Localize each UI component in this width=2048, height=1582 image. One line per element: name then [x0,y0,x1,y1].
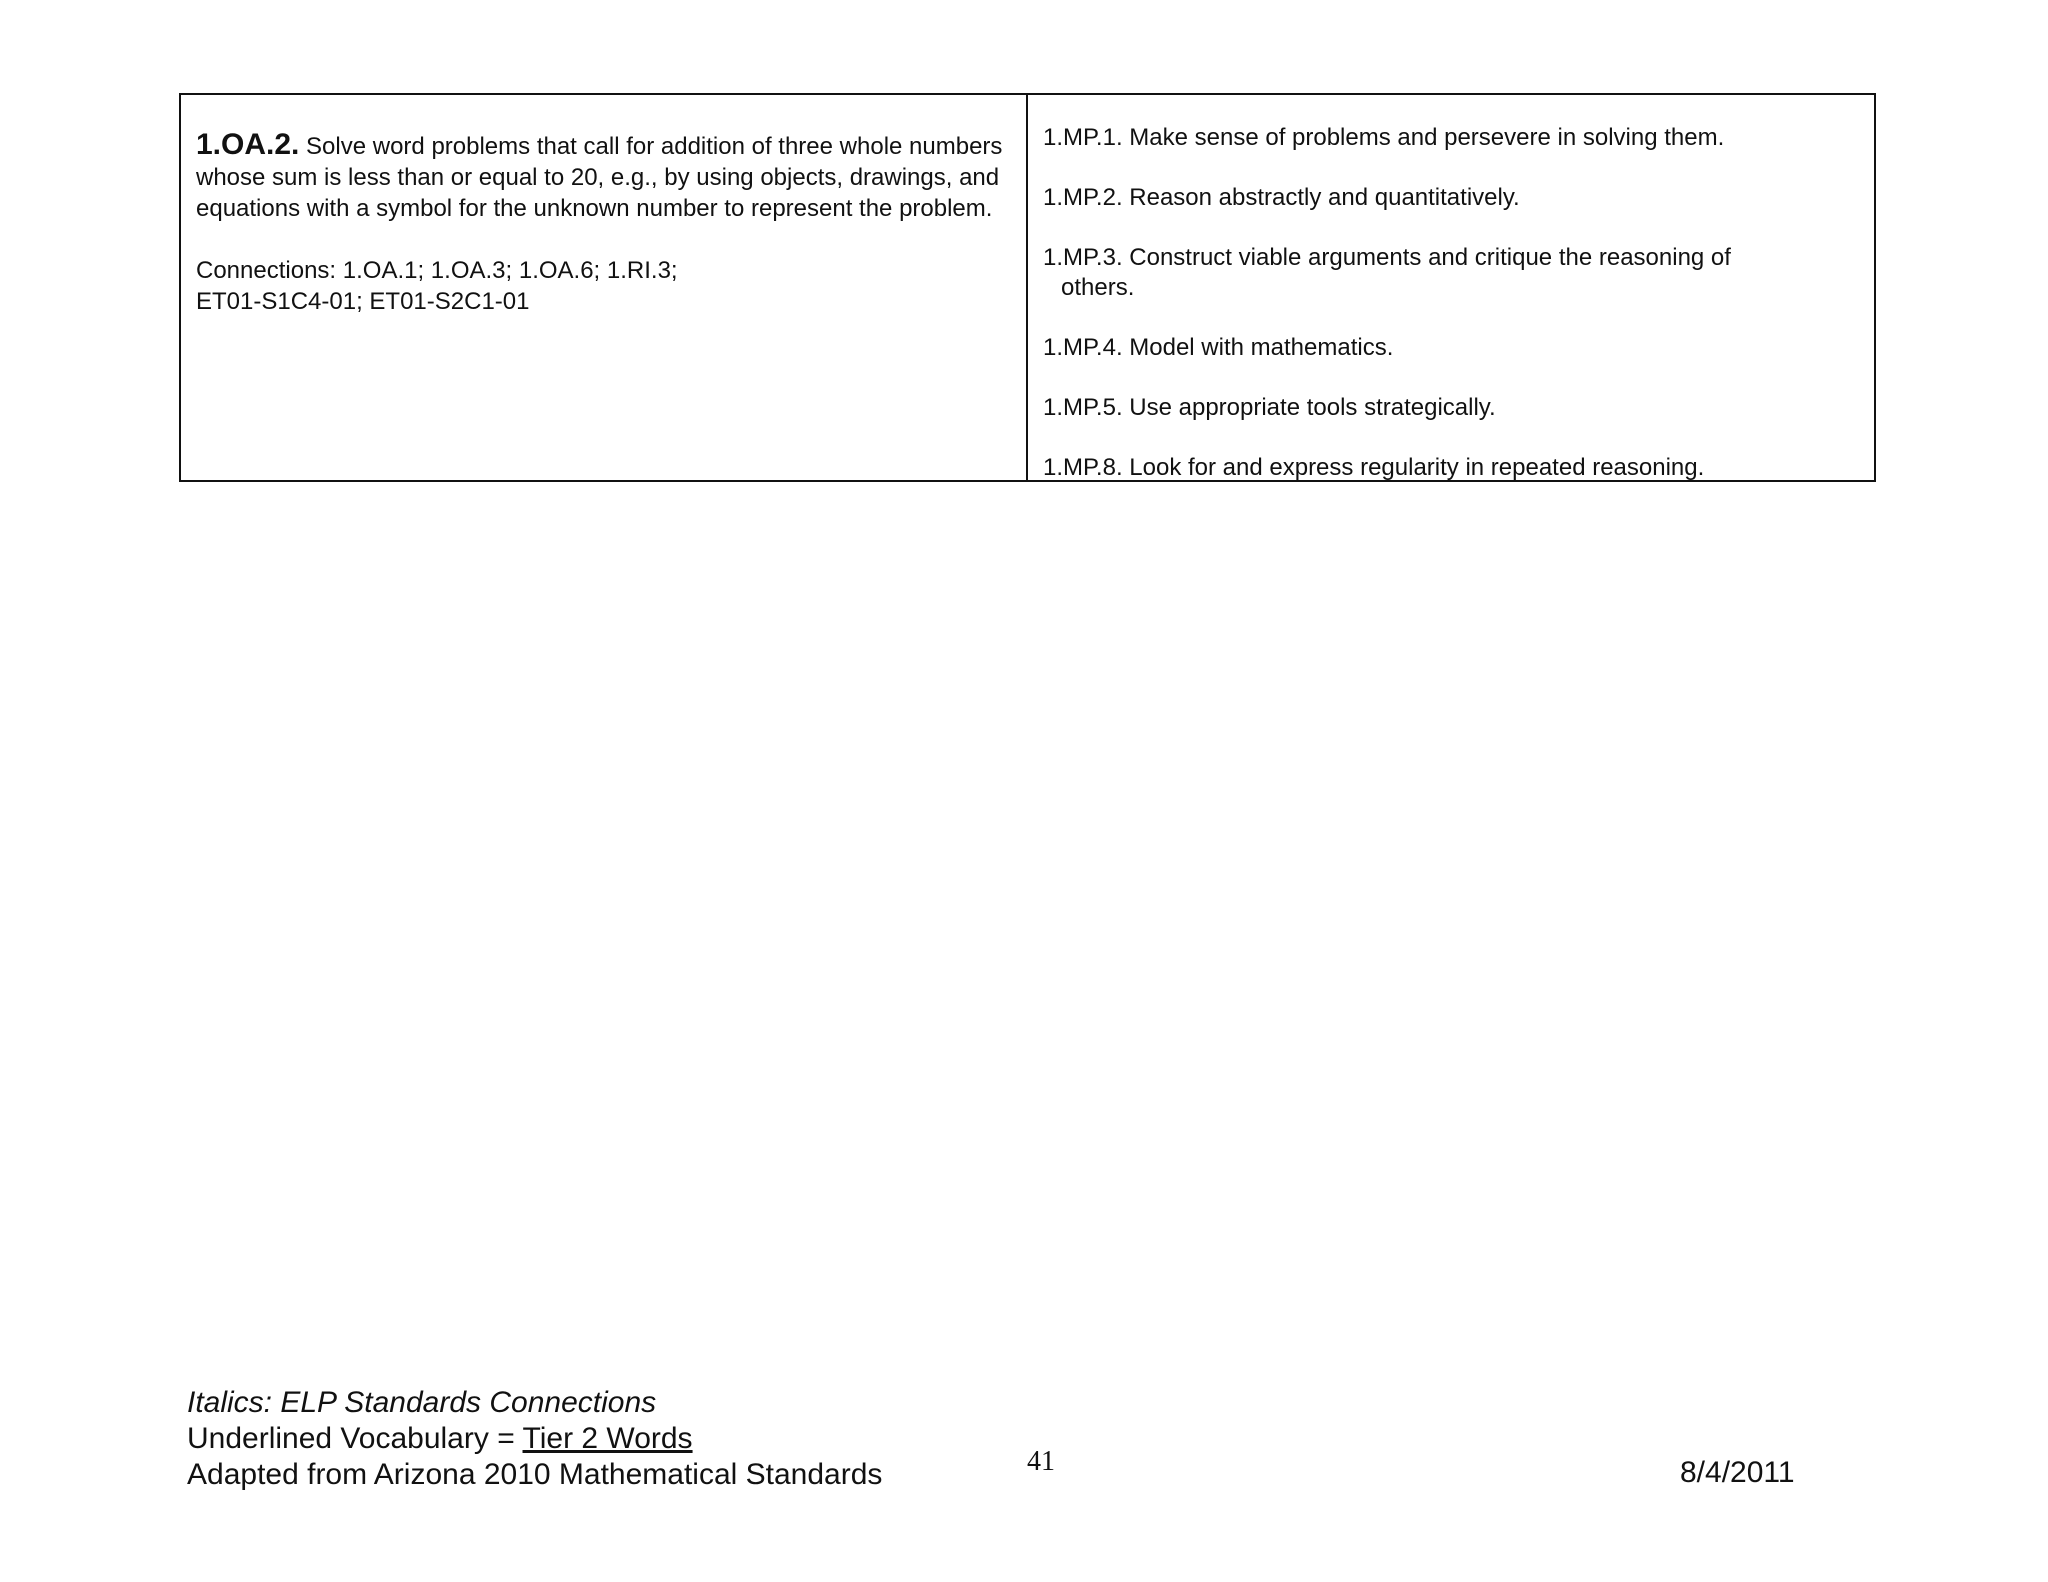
vocabulary-prefix: Underlined Vocabulary = [187,1422,523,1455]
practice-text: 1.MP.4. Model with mathematics. [1043,334,1394,361]
page-number: 41 [1027,1446,1055,1477]
practice-item [1043,333,1860,363]
practices-cell [1028,95,1874,480]
practice-item [1043,453,1860,483]
practice-item [1043,243,1860,303]
standard-code: 1.OA.2. [196,128,300,161]
standard-text [196,129,1012,224]
practice-text: 1.MP.3. Construct viable arguments and critique the reasoning of [1043,244,1731,271]
practice-text-continued: others. [1061,274,1135,301]
standard-description: Solve word problems that call for addition of three whole numbers whose sum is less than or equal to 20, e.g., by using objects, drawings, and equations with a symbol for the unknown number to represent the problem. [196,133,1003,222]
footer-legend [187,1385,882,1493]
practice-text: 1.MP.2. Reason abstractly and quantitatively. [1043,184,1520,211]
practice-text: 1.MP.1. Make sense of problems and persevere in solving them. [1043,124,1725,151]
footer-date: 8/4/2011 [1680,1456,1795,1489]
connections-line: Connections: 1.OA.1; 1.OA.3; 1.OA.6; 1.RI.3; [196,257,678,284]
connections-line: ET01-S1C4-01; ET01-S2C1-01 [196,288,530,315]
italics-note: Italics: ELP Standards Connections [187,1386,657,1419]
standard-cell [181,95,1028,480]
vocabulary-term: Tier 2 Words [522,1422,693,1455]
practice-text: 1.MP.5. Use appropriate tools strategically. [1043,394,1496,421]
practice-item [1043,393,1860,423]
source-note: Adapted from Arizona 2010 Mathematical Standards [187,1458,883,1491]
practice-item [1043,183,1860,213]
practice-item [1043,123,1860,153]
vocabulary-note [187,1421,882,1457]
practice-text: 1.MP.8. Look for and express regularity in repeated reasoning. [1043,454,1705,481]
standards-table [179,93,1876,482]
connections [196,255,1012,317]
